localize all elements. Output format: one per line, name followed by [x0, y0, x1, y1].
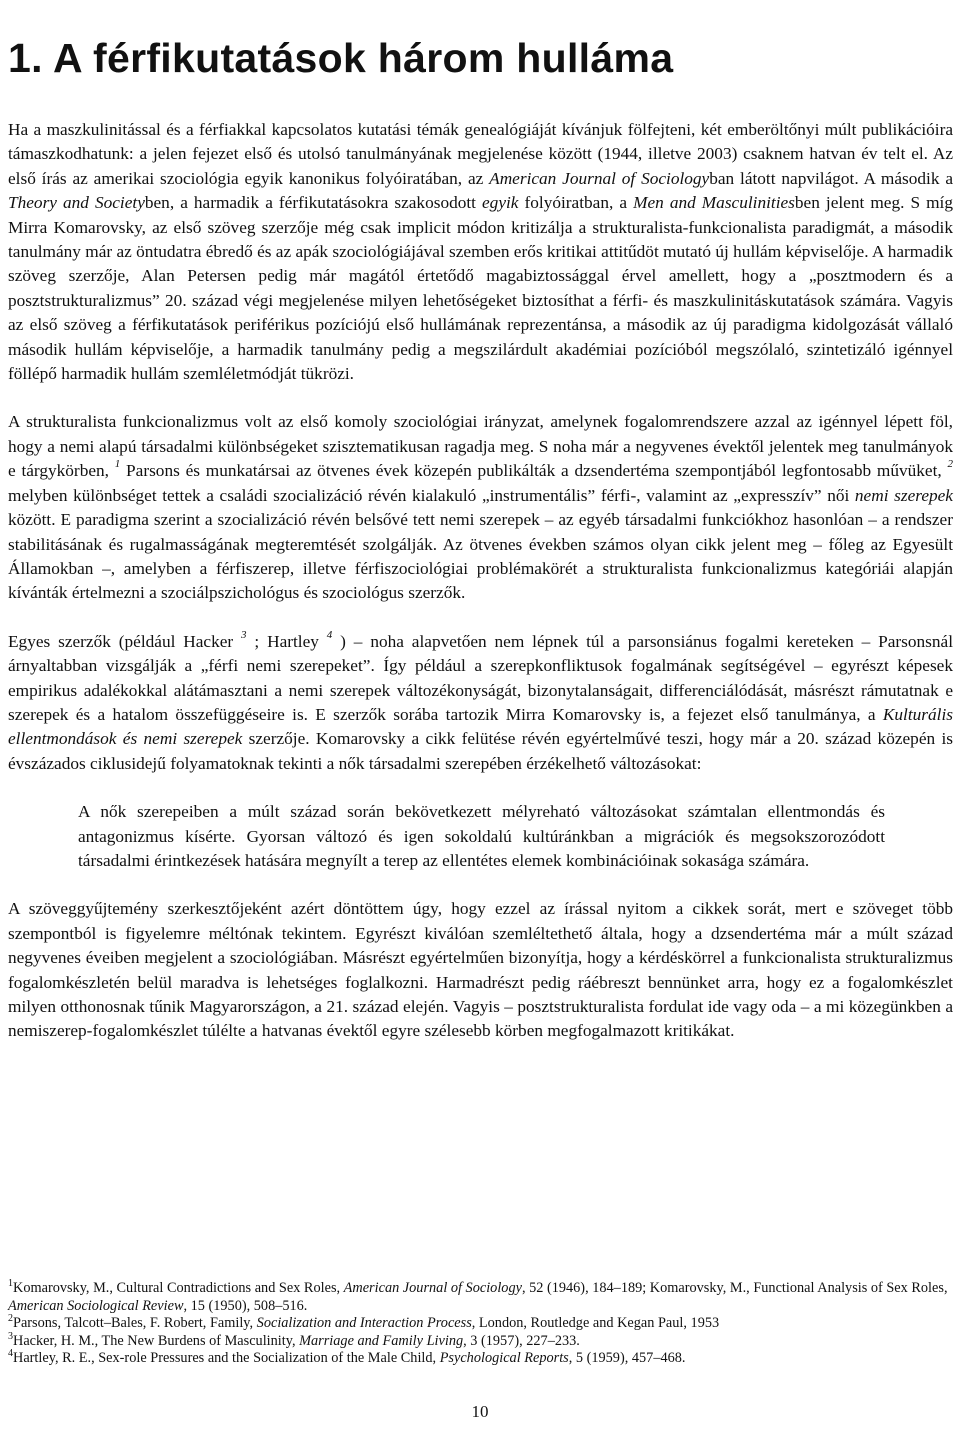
text-run: , 15 (1950), 508–516.: [183, 1297, 308, 1314]
text-run: között. E paradigma szerint a szocializáció révén belsővé tett nemi szerepek – az egyéb társadalmi funkciókhoz hasonlóan – a rendszer stabilitásának és rugalmasságának megteremtését szolgálják. Az ötvenes években számos olyan cikk jelent meg – főleg az Egyesült Államokban –, amelyben a férfiszerep, illetve férfiszociológiai problémakörét a strukturalista funkcionalizmus kategóriái alapján kívánták értelmezni a szociálpszichológus és szociológus szerzők.: [8, 510, 953, 603]
footnote: [8, 1330, 953, 1351]
text-run: Parsons, Talcott–Bales, F. Robert, Family,: [13, 1315, 257, 1332]
text-run: Hacker, H. M., The New Burdens of Masculinity,: [13, 1332, 300, 1349]
paragraph: [8, 630, 953, 776]
text-run: Parsons és munkatársai az ötvenes évek közepén publikálták a dzsendertéma szempontjából legfontosabb művüket,: [120, 461, 948, 481]
chapter-heading: 1. A férfikutatások három hulláma: [8, 35, 674, 81]
text-run: Ha a maszkulinitással és a férfiakkal kapcsolatos kutatási témák genealógiáját kívánjuk fölfejteni, két emberöltőnyi múlt publikációira támaszkodhatunk: a jelen fejezet első és utolsó tanulmányának megjelenése között (1944, illetve 2003) csaknem hatvan év telt el. Az első írás az amerikai szociológia egyik kanonikus folyóiratában, az: [8, 120, 953, 188]
paragraph: A szöveggyűjtemény szerkesztőjeként azért döntöttem úgy, hogy ezzel az írással nyitom a cikkek sorát, mert e szöveget több szempontból is figyelemre méltónak tekintem. Egyrészt kiválóan szemléltethető általa, hogy a dzsendertéma már a múlt század negyvenes éveiben megjelent a szociológiában. Másrészt egyértelműen bizonyítja, hogy a kérdéskörrel a funkcionalista strukturalizmus fogalomkészletén belül maradva is lehetséges foglalkozni. Harmadrészt pedig ráébreszt bennünket arra, hogy ez a fogalomkészlet milyen otthonosnak tűnik Magyarországon, a 21. század elején. Vagyis – posztstrukturalista fordulat ide vagy oda – a mi közegünkben a nemiszerep-fogalomkészlet túlélte a hatvanas évektől egyre szélesebb körben megfogalmazott kritikákat.: [8, 899, 953, 1041]
footnote-number: 1: [8, 1278, 13, 1289]
italic-text: Socialization and Interaction Process: [256, 1315, 472, 1332]
text-run: Egyes szerzők (például Hacker: [8, 631, 242, 651]
block-quote: A nők szerepeiben a múlt század során bekövetkezett mélyreható változásokat számtalan ellentmondás és antagonizmus kísérte. Gyorsan változó és igen sokoldalú kultúránkban a migrációk és megsokszorozódott társadalmi érintkezések hatására megnyílt a terep az ellentétes elemek kombinációinak sokasága számára.: [78, 802, 885, 870]
text-run: , 5 (1959), 457–468.: [568, 1350, 686, 1367]
text-run: szerzője. Komarovsky a cikk felütése révén egyértelművé teszi, hogy már a 20. század közepén is évszázados ciklusidejű folyamatoknak tekinti a nők társadalmi szerepében érzékelhető változásokat:: [8, 729, 953, 773]
footnote-ref: 2: [947, 458, 953, 471]
italic-text: American Sociological Review: [8, 1297, 184, 1314]
italic-text: egyik: [482, 193, 519, 213]
text-run: ; Hartley: [246, 631, 327, 651]
text-run: ban látott napvilágot. A második a: [709, 168, 953, 188]
paragraph: [8, 118, 953, 386]
footnote: [8, 1280, 953, 1315]
footnote-ref: 3: [241, 628, 247, 641]
text-run: folyóiratban, a: [518, 193, 634, 213]
paragraph: [8, 410, 953, 605]
footnote: [8, 1315, 953, 1333]
italic-text: Marriage and Family Living: [299, 1332, 464, 1349]
italic-text: Kulturális ellentmondások és nemi szerepek: [8, 704, 953, 749]
footnote: [8, 1350, 953, 1368]
italic-text: Psychological Reports: [439, 1350, 569, 1367]
footnote-ref: 1: [114, 458, 121, 471]
text-run: A strukturalista funkcionalizmus volt az első komoly szociológiai irányzat, amelynek fogalomrendszere azzal az igénnyel lépett föl, hogy a nemi alapú társadalmi különbségeket szisztematikusan ragadja meg. S noha már a negyvenes évektől jelentek meg tanulmányok e tárgykörben,: [8, 412, 953, 481]
text-run: , London, Routledge and Kegan Paul, 1953: [471, 1315, 720, 1332]
text-run: , 3 (1957), 227–233.: [463, 1332, 580, 1349]
footnote-number: 4: [8, 1348, 13, 1360]
italic-text: Theory and Society: [8, 193, 145, 213]
text-run: ben, a harmadik a férfikutatásokra szakosodott: [144, 193, 483, 213]
footnote-number: 2: [8, 1313, 13, 1325]
text-run: Komarovsky, M., Cultural Contradictions and Sex Roles,: [13, 1280, 344, 1296]
italic-text: American Journal of Sociology: [489, 168, 710, 188]
text-run: , 52 (1946), 184–189; Komarovsky, M., Functional Analysis of Sex Roles,: [521, 1280, 948, 1296]
footnote-number: 3: [8, 1330, 13, 1342]
italic-text: Men and Masculinities: [633, 193, 795, 213]
text-run: melyben különbséget tettek a családi szocializáció révén kialakuló „instrumentális” férfi-, valamint az „expresszív” női: [8, 485, 855, 505]
italic-text: nemi szerepek: [854, 485, 953, 505]
footnote-ref: 4: [326, 628, 333, 641]
footnotes: [8, 1280, 953, 1368]
main-text: [8, 118, 953, 1068]
text-run: Hartley, R. E., Sex-role Pressures and the Socialization of the Male Child,: [13, 1350, 440, 1367]
page-number: 10: [471, 1402, 489, 1421]
text-run: ) – noha alapvetően nem lépnek túl a parsonsiánus fogalmi kereteken – Parsonsnál árnyaltabban vizsgálják a „férfi nemi szerepeket”. Így például a szerepkonfliktusok fogalmának segítségével – egyrészt képesek empirikus adalékokkal alátámasztani a nemi szerepek változékonyságát, bizonytalanságait, differenciálódását, másrészt rámutatnak e szerepek és a hatalom összefüggéseire is. E szerzők sorába tartozik Mirra Komarovsky is, a fejezet első tanulmánya, a: [8, 631, 953, 724]
italic-text: American Journal of Sociology: [343, 1280, 522, 1296]
text-run: ben jelent meg. S míg Mirra Komarovsky, az első szöveg szerzője még csak implicit módon kritizálja a strukturalista-funkcionalista paradigmát, a második tanulmány már az öntudatra ébredő és az apák szociológiájával szemben erős kritikai attitűdöt mutató új hullám képviselője. A harmadik szöveg szerzője, Alan Petersen pedig már magától értetődő magabiztossággal érvel amellett, hogy a „posztmodern és a posztstrukturalizmus” 20. század végi megjelenése milyen lehetőségeket biztosíthat a férfi- és maszkulinitáskutatások számára. Vagyis az első szöveg a férfikutatások periférikus pozíciójú első hullámának reprezentánsa, a második az új paradigma kidolgozását vállaló második hullám képviselője, a harmadik tanulmány pedig a megszilárdult akadémiai pozícióból megszólaló, szintetizáló igénnyel föllépő harmadik hullám szemléletmódját tükrözi.: [8, 193, 953, 384]
